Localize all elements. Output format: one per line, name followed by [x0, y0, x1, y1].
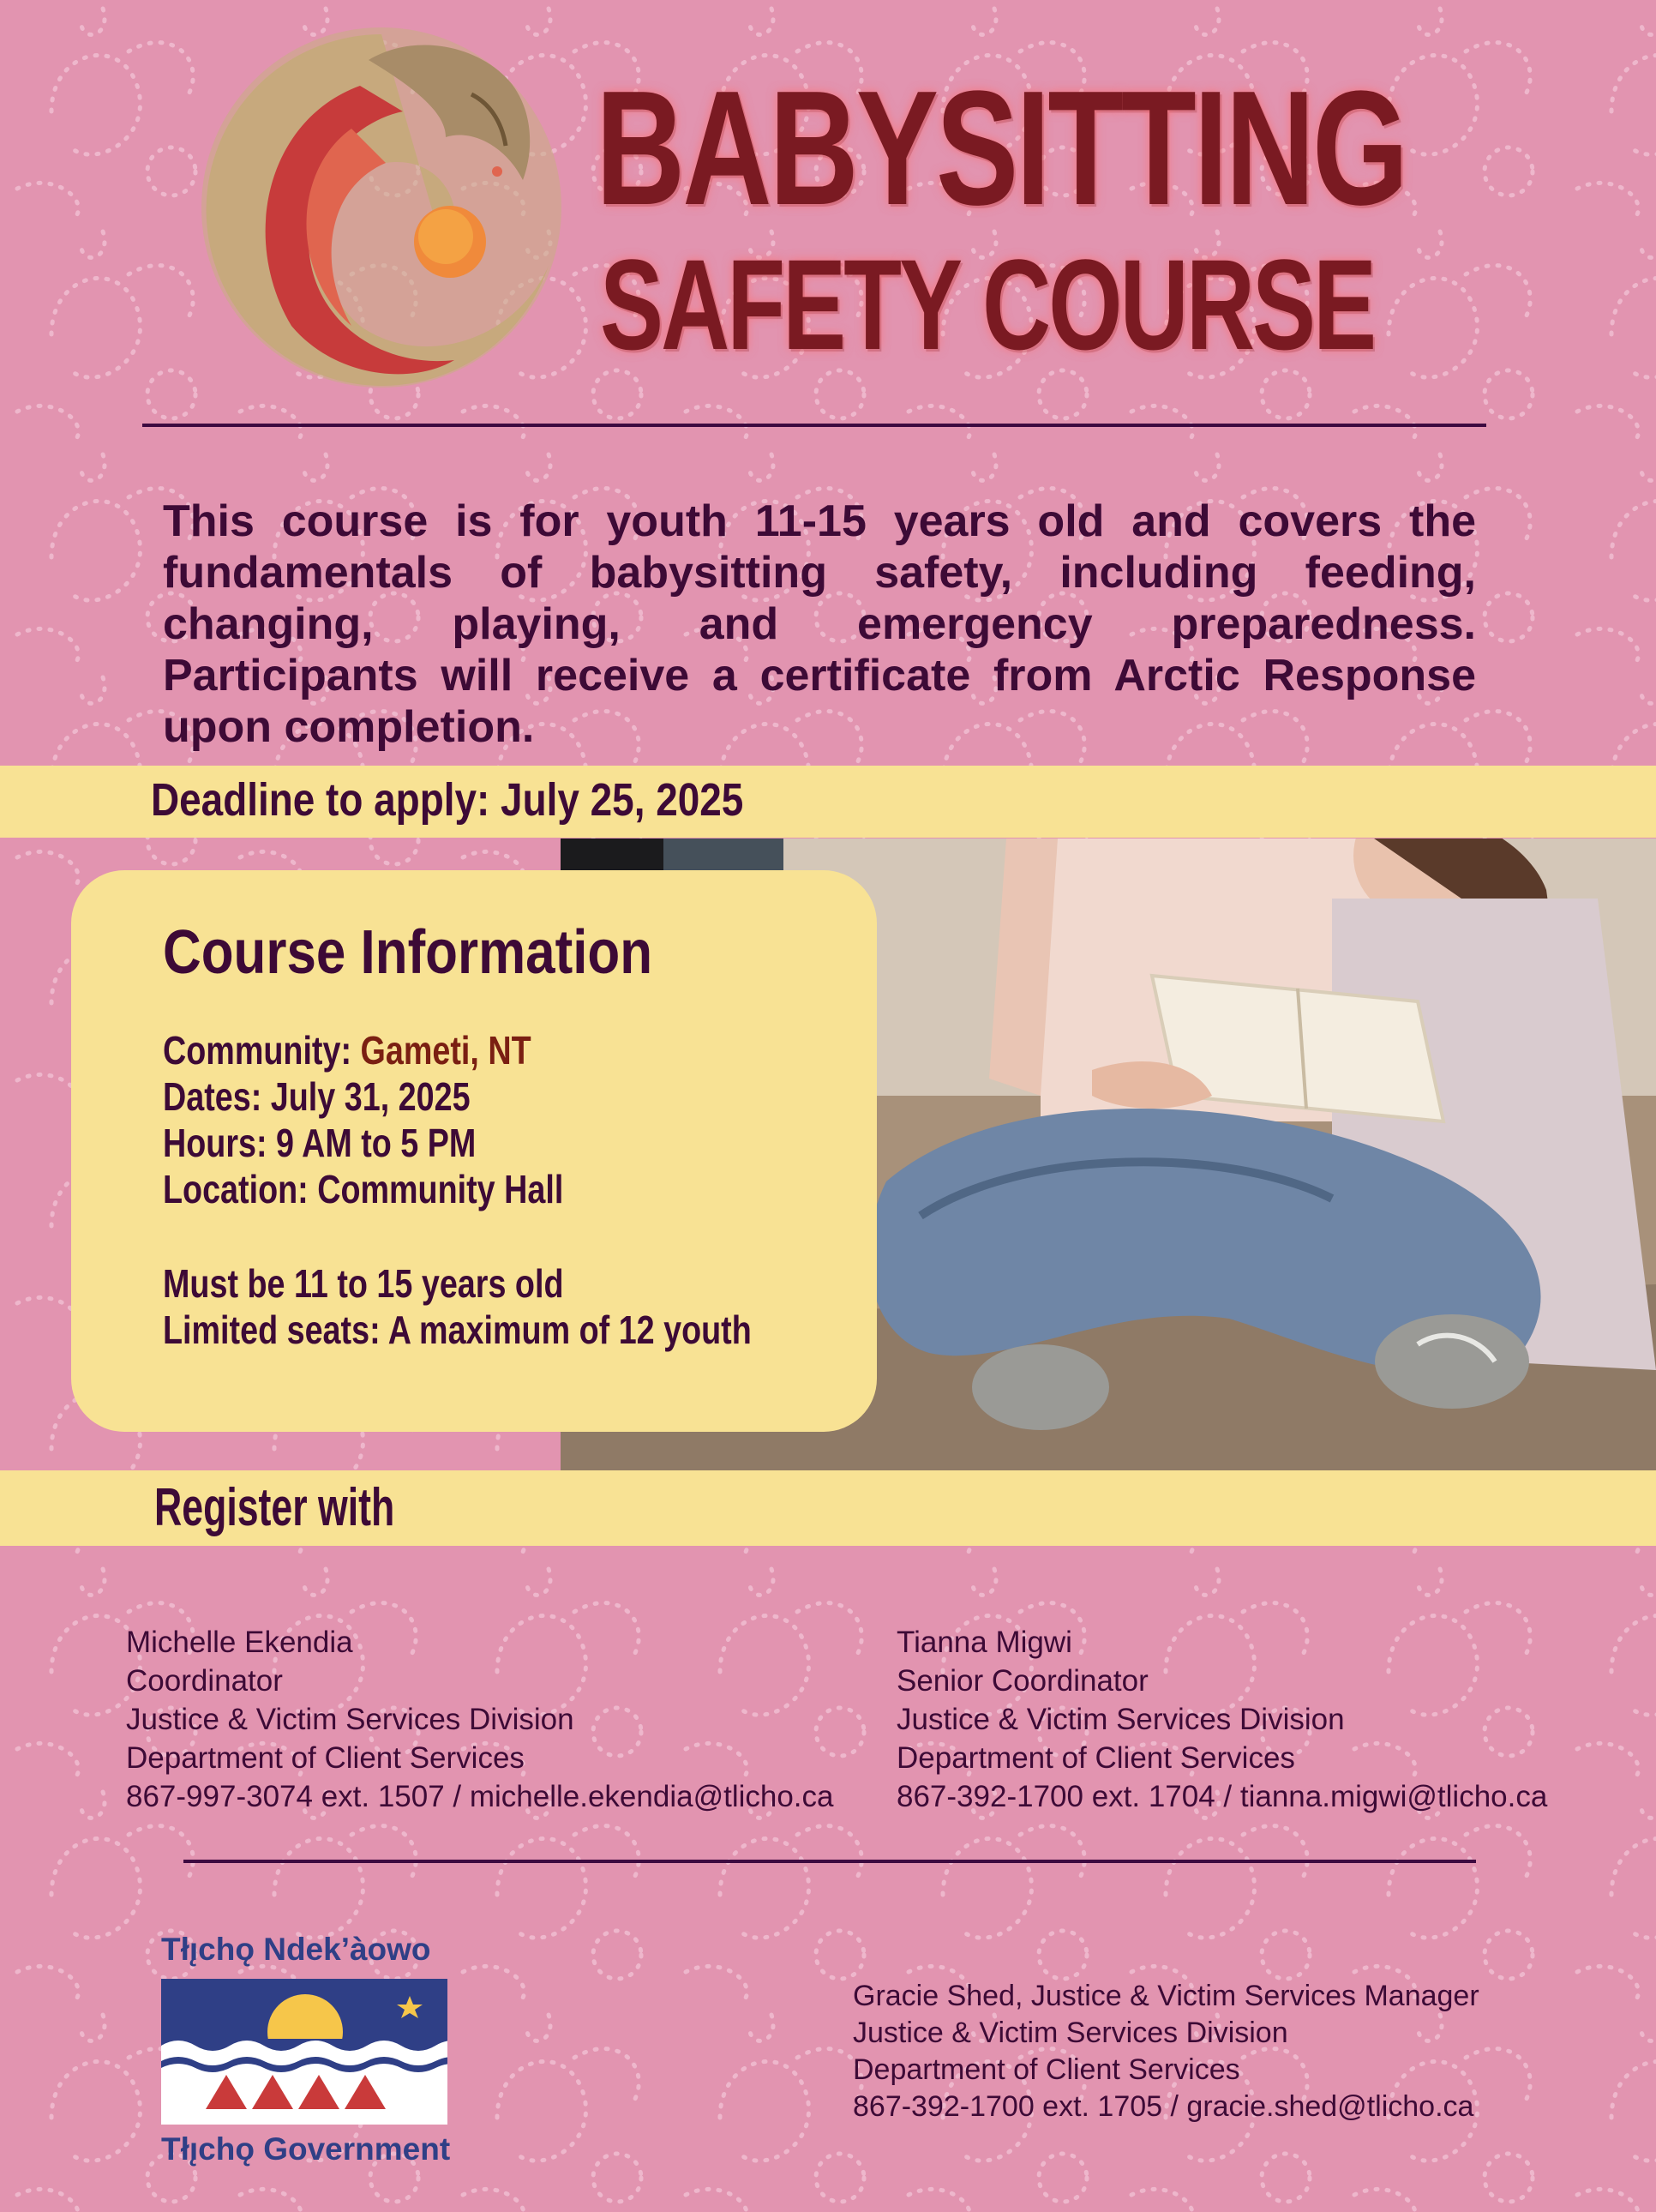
community-value: Gameti, NT	[360, 1028, 531, 1073]
gov-name-top: Tłı̨chǫ Ndek’àowo	[161, 1932, 431, 1967]
dates-line: Dates: July 31, 2025	[163, 1074, 471, 1119]
manager-name-title: Gracie Shed, Justice & Victim Services Manager	[853, 1980, 1479, 2012]
contact-name: Michelle Ekendia	[126, 1626, 353, 1659]
contact-tianna	[897, 1623, 1547, 1816]
header-divider	[142, 424, 1486, 427]
location-line: Location: Community Hall	[163, 1167, 564, 1211]
seats-line: Limited seats: A maximum of 12 youth	[163, 1307, 752, 1352]
course-info-heading: Course Information	[163, 918, 653, 987]
contact-department: Department of Client Services	[897, 1741, 1295, 1775]
age-requirement-line: Must be 11 to 15 years old	[163, 1261, 564, 1306]
contact-michelle	[126, 1623, 834, 1816]
manager-division: Justice & Victim Services Division	[853, 2017, 1288, 2049]
contact-department: Department of Client Services	[126, 1741, 525, 1775]
contact-title: Coordinator	[126, 1664, 283, 1698]
contact-name: Tianna Migwi	[897, 1626, 1072, 1659]
contact-division: Justice & Victim Services Division	[897, 1703, 1345, 1736]
contact-phone-email: 867-392-1700 ext. 1704 / tianna.migwi@tlicho.ca	[897, 1780, 1548, 1813]
hours-line: Hours: 9 AM to 5 PM	[163, 1121, 477, 1165]
manager-department: Department of Client Services	[853, 2053, 1240, 2086]
contact-title: Senior Coordinator	[897, 1664, 1149, 1698]
title-line-1: BABYSITTING	[596, 57, 1407, 239]
tlicho-flag-logo	[161, 1979, 447, 2125]
community-line	[163, 1027, 531, 1073]
course-logo	[189, 17, 574, 394]
title-line-2: SAFETY COURSE	[600, 232, 1375, 376]
footer-divider	[183, 1860, 1476, 1863]
manager-phone-email: 867-392-1700 ext. 1705 / gracie.shed@tlicho.ca	[853, 2090, 1474, 2123]
contact-phone-email: 867-997-3074 ext. 1507 / michelle.ekendia@tlicho.ca	[126, 1780, 834, 1813]
contact-manager	[853, 1978, 1479, 2125]
gov-name-bottom: Tłı̨chǫ Government	[161, 2131, 451, 2167]
contact-division: Justice & Victim Services Division	[126, 1703, 574, 1736]
course-description: This course is for youth 11-15 years old and covers the fundamentals of babysitting safety, including feeding, changing, playing, and emergency preparedness. Participants will receive a certificate from Arctic Response upon completion.	[163, 496, 1476, 752]
deadline-text: Deadline to apply: July 25, 2025	[151, 774, 744, 826]
register-heading: Register with	[154, 1478, 395, 1537]
community-label: Community:	[163, 1028, 352, 1073]
